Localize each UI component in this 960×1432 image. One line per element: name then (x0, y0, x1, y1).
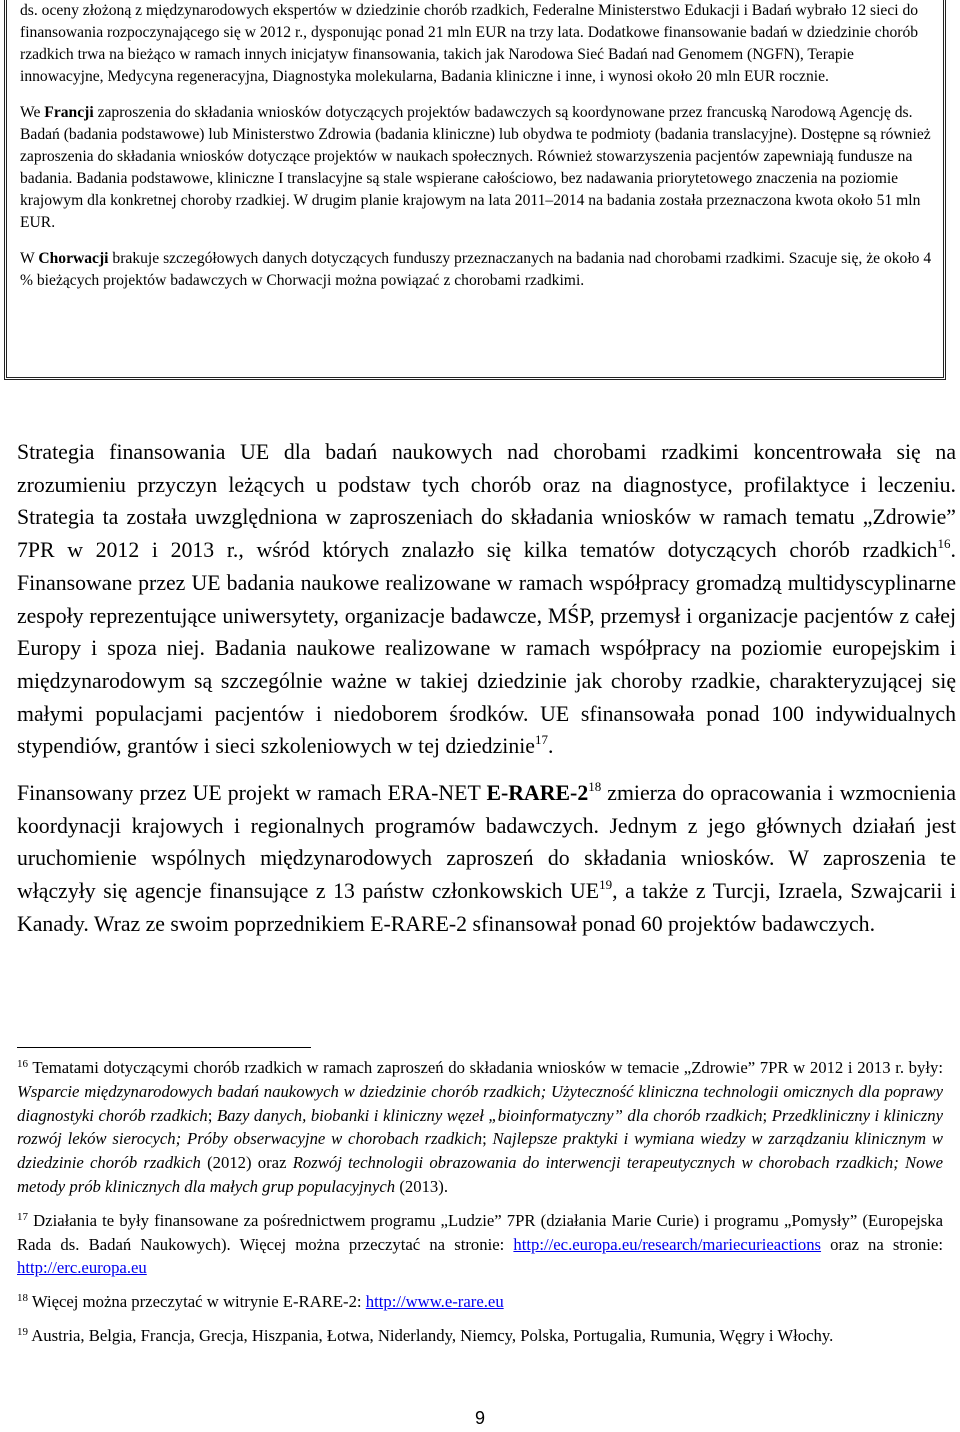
footnote-topic: Przedkliniczny i kliniczny rozwój leków sierocych; Próby obserwacyjne w chorobach rzadkich (17, 1105, 944, 1149)
croatia-paragraph (20, 248, 938, 292)
footnote-number: 16 (17, 1058, 28, 1070)
footnote-separator (17, 1047, 311, 1048)
footnote-text: Działania te były finansowane za pośrednictwem programu „Ludzie” 7PR (działania Marie Curie) i programu „Pomysły” (Europejska Rada ds. Badań Naukowych). Więcej można przeczytać na stronie: (17, 1210, 943, 1254)
footnote-number: 19 (17, 1325, 28, 1338)
croatia-heading: Chorwacji (38, 250, 109, 267)
erare-link[interactable]: http://www.e-rare.eu (365, 1292, 504, 1312)
germany-text: ds. oceny złożoną z międzynarodowych ekspertów w dziedzinie chorób rzadkich, Federalne Ministerstwo Edukacji i Badań wybrało 12 sieci do finansowania rozpoczynającego się w 2012 r., dysponując ponad 21 mln EUR na trzy lata. Dodatkowe finansowanie badań w dziedzinie chorób rzadkich trwa na bieżąco w ramach innych inicjatyw finansowania, takich jak Narodowa Sieć Badań nad Genomem (NGFN), Terapie innowacyjne, Medycyna regeneracyjna, Diagnostyka molekularna, Badania kliniczne i inne, i wynosi około 20 mln EUR rocznie. (20, 2, 919, 85)
erare-paragraph (17, 777, 956, 941)
info-box (4, 0, 946, 380)
footnote-sep: (2013). (395, 1176, 448, 1196)
france-heading: Francji (44, 104, 94, 121)
erare-name: E-RARE-2 (486, 781, 589, 806)
footnote-ref-16[interactable]: 16 (937, 536, 951, 552)
footnote-ref-18[interactable]: 18 (588, 779, 602, 795)
footnote-text: Austria, Belgia, Francja, Grecja, Hiszpania, Łotwa, Niderlandy, Niemcy, Polska, Portugalia, Rumunia, Węgry i Włochy. (28, 1325, 834, 1345)
footnote-ref-17[interactable]: 17 (534, 732, 548, 748)
germany-paragraph (20, 0, 938, 88)
footnotes (17, 1056, 943, 1358)
footnote-topic: Najlepsze praktyki i wymiana wiedzy w zarządzaniu klinicznym w dziedzinie chorób rzadkich (17, 1129, 944, 1173)
mariecurie-link[interactable]: http://ec.europa.eu/research/mariecurieactions (513, 1234, 822, 1254)
france-text-lead: We (20, 104, 45, 121)
page-number: 9 (474, 1408, 485, 1428)
footnote-sep: ; (762, 1105, 772, 1125)
footnote-topic: Rozwój technologii obrazowania do interwencji terapeutycznych w chorobach rzadkich; Nowe metody prób klinicznych dla małych grup populacyjnych (17, 1153, 943, 1196)
france-text: zaproszenia do składania wniosków dotyczących projektów badawczych są koordynowane przez francuską Narodową Agencję ds. Badań (badania podstawowe) lub Ministerstwo Zdrowia (badania kliniczne) lub obydwa te podmioty (badania translacyjne). Dostępne są również zaproszenia do składania wniosków dotyczące projektów w naukach społecznych. Również stowarzyszenia pacjentów zapewniają fundusze na badania. Badania podstawowe, kliniczne I translacyjne są stale wspierane całościowo, bez nadawania priorytetowego znaczenia na poziomie krajowym dla konkretnej choroby rzadkiej. W drugim planie krajowym na lata 2011–2014 na badania została przeznaczona kwota około 51 mln EUR. (20, 104, 931, 231)
erare-text-lead: Finansowany przez UE projekt w ramach ERA-NET (17, 781, 487, 806)
eu-strategy-paragraph (17, 436, 956, 763)
erc-link[interactable]: http://erc.europa.eu (17, 1258, 147, 1278)
footnote-text: oraz na stronie: (821, 1234, 943, 1254)
footnote-sep: ; (482, 1129, 493, 1149)
footnote-sep: ; (207, 1105, 217, 1125)
footnote-18 (17, 1290, 943, 1314)
footnote-topic: Wsparcie międzynarodowych badań naukowych w dziedzinie chorób rzadkich; Użyteczność kliniczna technologii omicznych dla poprawy diagnostyki chorób rzadkich (17, 1081, 943, 1125)
croatia-text-lead: W (20, 250, 39, 267)
footnote-sep: (2012) oraz (200, 1153, 293, 1173)
france-paragraph (20, 102, 938, 234)
erare-text: zmierza do opracowania i wzmocnienia koordynacji krajowych i regionalnych programów badawczych. Jednym z jego głównych działań jest uruchomienie wspólnych międzynarodowych zaproszeń do składania wniosków. W zaproszenia te włączyły się agencje finansujące z 13 państw członkowskich UE (17, 781, 956, 904)
footnote-text: Więcej można przeczytać w witrynie E-RARE-2: (28, 1292, 366, 1312)
footnote-text: Tematami dotyczącymi chorób rzadkich w ramach zaproszeń do składania wniosków w temacie „Zdrowie” 7PR w 2012 i 2013 r. były: (28, 1058, 943, 1077)
eu-strategy-text: Strategia finansowania UE dla badań naukowych nad chorobami rzadkimi koncentrowała się na zrozumieniu przyczyn leżących u podstaw tych chorób oraz na diagnostyce, profilaktyce i leczeniu. Strategia ta została uwzględniona w zaproszeniach do składania wniosków w ramach tematu „Zdrowie” 7PR w 2012 i 2013 r., wśród których znalazło się kilka tematów dotyczących chorób rzadkich (17, 440, 956, 563)
footnote-ref-19[interactable]: 19 (599, 877, 613, 893)
footnote-number: 18 (17, 1292, 28, 1305)
croatia-text: brakuje szczegółowych danych dotyczących funduszy przeznaczanych na badania nad chorobami rzadkimi. Szacuje się, że około 4 % bieżących projektów badawczych w Chorwacji można powiązać z chorobami rzadkimi. (20, 250, 932, 289)
eu-strategy-text-cont: . Finansowane przez UE badania naukowe realizowane w ramach współpracy gromadzą multidyscyplinarne zespoły reprezentujące uniwersytety, organizacje badawcze, MŚP, przemysł i organizacje pacjentów z całej Europy i spoza niej. Badania naukowe realizowane w ramach współpracy na poziomie europejskim i międzynarodowym są szczególnie ważne w takiej dziedzinie jak choroby rzadkie, charakteryzującej się małymi populacjami pacjentów i niedoborem środków. UE sfinansowała ponad 100 indywidualnych stypendiów, grantów i sieci szkoleniowych w tej dziedzinie (17, 538, 956, 759)
main-text (17, 436, 956, 955)
footnote-topic: Bazy danych, biobanki i kliniczny węzeł „bioinformatyczny” dla chorób rzadkich (216, 1105, 763, 1125)
erare-text-end: , a także z Turcji, Izraela, Szwajcarii i Kanady. Wraz ze swoim poprzednikiem E-RARE-2 sfinansował ponad 60 projektów badawczych. (17, 879, 957, 936)
footnote-number: 17 (17, 1210, 28, 1223)
footnote-17 (17, 1209, 943, 1280)
eu-strategy-text-end: . (547, 734, 554, 759)
info-box-content (20, 0, 938, 306)
footnote-16 (17, 1056, 943, 1199)
footnote-19 (17, 1324, 943, 1348)
